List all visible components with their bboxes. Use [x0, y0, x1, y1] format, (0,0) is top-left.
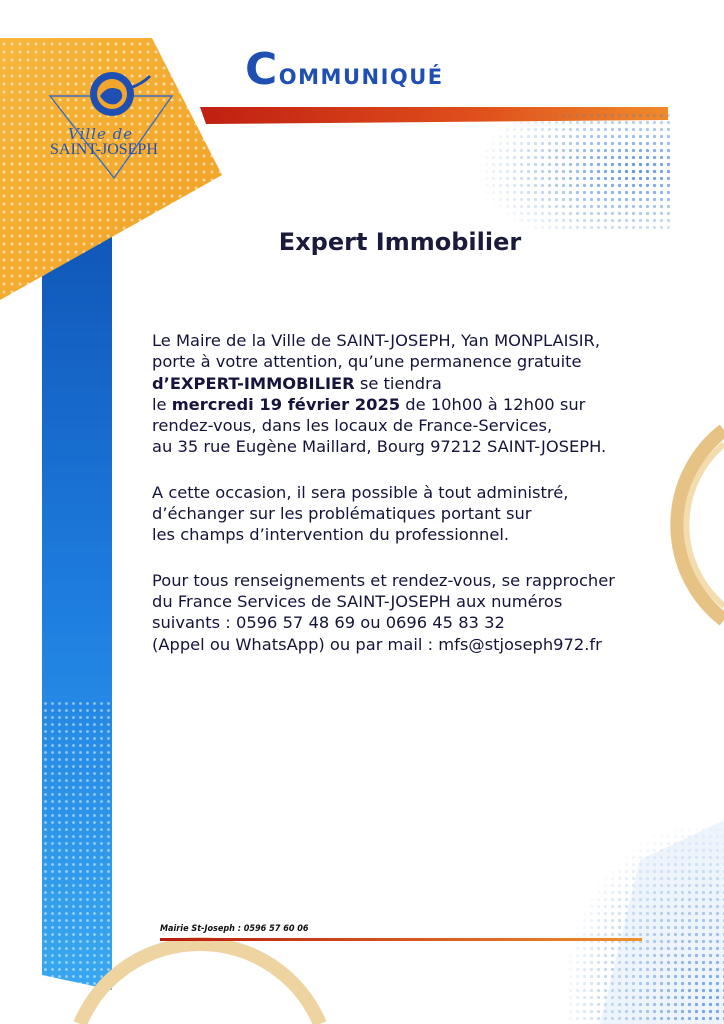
- p1-line4-bold: mercredi 19 février 2025: [171, 394, 401, 414]
- title-rest: ommuniqué: [278, 57, 444, 92]
- p1-line4: [152, 394, 692, 415]
- p1-line4-rest: de 10h00 à 12h00 sur: [400, 394, 586, 414]
- p2-line2: d’échanger sur les problématiques portant sur: [152, 504, 532, 524]
- paragraph-1: [152, 330, 692, 458]
- paragraph-3: [152, 570, 692, 655]
- paragraph-2: [152, 482, 692, 546]
- p1-line3: [152, 373, 692, 394]
- p1-line5: rendez-vous, dans les locaux de France-Services,: [152, 416, 553, 436]
- p3-line3: suivants : 0596 57 48 69 ou 0696 45 83 32: [152, 613, 505, 633]
- p1-line4-pre: le: [152, 394, 172, 414]
- p3-line4: (Appel ou WhatsApp) ou par mail : mfs@stjoseph972.fr: [152, 634, 602, 654]
- subtitle: Expert Immobilier: [278, 228, 522, 256]
- p2-line3: les champs d’intervention du professionnel.: [152, 525, 510, 545]
- p1-line1: Le Maire de la Ville de SAINT-JOSEPH, Yan MONPLAISIR,: [152, 331, 601, 350]
- page-title: [245, 44, 444, 95]
- announcement-body: [152, 330, 692, 679]
- p1-line6: au 35 rue Eugène Maillard, Bourg 97212 SAINT-JOSEPH.: [152, 437, 607, 457]
- p3-line1: Pour tous renseignements et rendez-vous, se rapprocher: [152, 570, 615, 590]
- logo-line1: Ville de: [68, 125, 134, 143]
- footer-contact: Mairie St-Joseph : 0596 57 60 06: [160, 924, 309, 934]
- p1-line2: porte à votre attention, qu’une permanence gratuite: [152, 352, 582, 372]
- logo-line2: SAINT-JOSEPH: [50, 141, 158, 158]
- title-initial: C: [245, 44, 279, 95]
- p2-line1: A cette occasion, il sera possible à tout administré,: [152, 482, 569, 502]
- p3-line2: du France Services de SAINT-JOSEPH aux numéros: [152, 591, 563, 611]
- p1-line3-rest: se tiendra: [354, 373, 442, 393]
- p1-line3-bold: d’EXPERT-IMMOBILIER: [152, 373, 355, 393]
